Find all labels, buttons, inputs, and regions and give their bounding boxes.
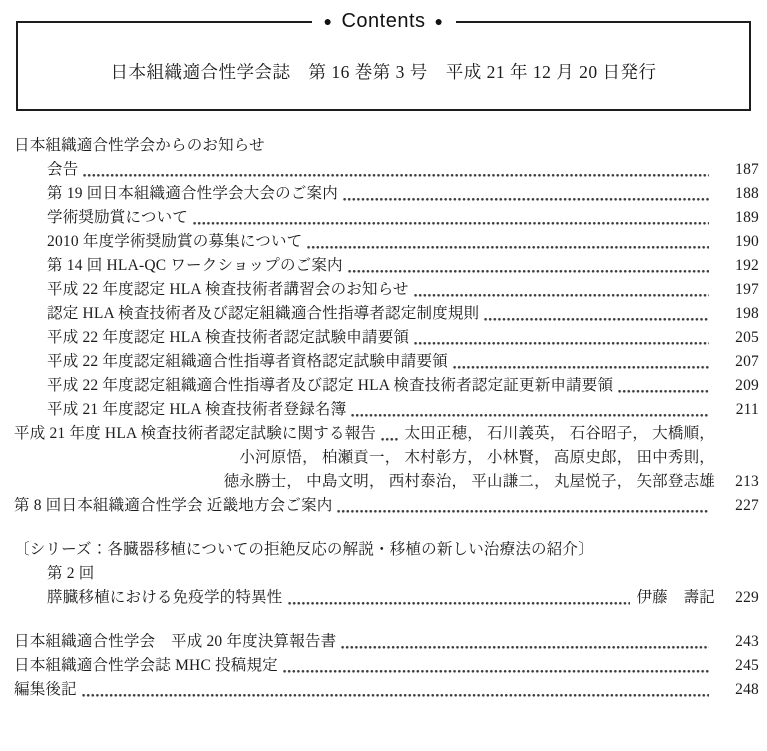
toc-row <box>14 302 759 326</box>
toc-row <box>14 134 759 158</box>
dot-leader <box>345 254 713 278</box>
toc-page-number: 189 <box>735 209 759 226</box>
toc-entry-title: 膵臓移植における免疫学的特異性 <box>47 589 283 606</box>
toc-entry-title: 平成 22 年度認定組織適合性指導者資格認定試験申請要領 <box>47 353 448 370</box>
toc-entry-title: 学術奨励賞について <box>47 209 188 226</box>
toc-row <box>14 158 759 182</box>
dot-leader <box>190 206 713 230</box>
toc-entry-title: 第 19 回日本組織適合性学会大会のご案内 <box>47 185 338 202</box>
dot-leader <box>340 182 713 206</box>
toc-entry-title: 平成 22 年度認定 HLA 検査技術者認定試験申請要領 <box>47 329 410 346</box>
toc-row <box>14 630 759 654</box>
toc-row <box>14 350 759 374</box>
toc-page-number: 190 <box>735 233 759 250</box>
toc-page-number: 192 <box>735 257 759 274</box>
dot-leader <box>615 374 713 398</box>
toc-row <box>14 654 759 678</box>
toc-page-number: 248 <box>735 681 759 698</box>
toc-entry-title: 平成 21 年度認定 HLA 検査技術者登録名簿 <box>47 401 347 418</box>
toc-entry-title: 2010 年度学術奨励賞の募集について <box>47 233 303 250</box>
toc-row <box>14 470 759 494</box>
dot-leader <box>338 630 713 654</box>
toc-row <box>14 254 759 278</box>
toc-entry-title: 第 14 回 HLA-QC ワークショップのご案内 <box>47 257 343 274</box>
toc-entry-title: 会告 <box>47 161 79 178</box>
toc-page-number: 245 <box>735 657 759 674</box>
toc-page-number: 187 <box>735 161 759 178</box>
contents-page <box>0 10 767 751</box>
dot-leader <box>280 654 713 678</box>
toc-row <box>14 422 759 446</box>
dot-leader <box>79 678 713 702</box>
toc-entry-title: 平成 21 年度 HLA 検査技術者認定試験に関する報告 <box>14 425 377 442</box>
toc-row <box>14 374 759 398</box>
toc-entry-title: 日本組織適合性学会 平成 20 年度決算報告書 <box>14 633 337 650</box>
toc-entry-title: 日本組織適合性学会誌 MHC 投稿規定 <box>14 657 278 674</box>
toc-row <box>14 182 759 206</box>
toc-row <box>14 494 759 518</box>
toc-row <box>14 678 759 702</box>
toc-heading-text: 〔シリーズ：各臓器移植についての拒絶反応の解説・移植の新しい治療法の紹介〕 <box>14 541 594 558</box>
toc-page-number: 227 <box>735 497 759 514</box>
toc-row <box>14 278 759 302</box>
toc-page-number: 229 <box>735 589 759 606</box>
dot-leader <box>450 350 713 374</box>
toc-spacer <box>14 610 759 630</box>
toc-entry-title: 編集後記 <box>14 681 77 698</box>
dot-leader <box>411 326 713 350</box>
toc-row <box>14 538 759 562</box>
toc-heading-text: 第 2 回 <box>47 565 95 582</box>
toc-authors-line: 徳永勝士， 中島文明， 西村泰治， 平山謙二， 丸屋悦子， 矢部登志雄 <box>223 473 715 490</box>
dot-leader <box>80 158 713 182</box>
toc-row <box>14 398 759 422</box>
bullet-icon: ● <box>323 13 333 29</box>
toc-page-number: 198 <box>735 305 759 322</box>
toc-entry-title: 第 8 回日本組織適合性学会 近畿地方会ご案内 <box>14 497 333 514</box>
toc-entry-authors: 太田正穂， 石川義英， 石谷昭子， 大橋順， <box>404 425 715 442</box>
toc-page-number: 205 <box>735 329 759 346</box>
contents-label: Contents <box>341 10 426 32</box>
dot-leader <box>481 302 713 326</box>
issue-box <box>16 10 751 111</box>
bullet-icon: ● <box>434 13 444 29</box>
toc-spacer <box>14 518 759 538</box>
toc-row <box>14 586 759 610</box>
dot-leader <box>348 398 713 422</box>
toc-entry-title: 平成 22 年度認定組織適合性指導者及び認定 HLA 検査技術者認定証更新申請要領 <box>47 377 614 394</box>
toc-page-number: 207 <box>735 353 759 370</box>
toc-page-number: 197 <box>735 281 759 298</box>
dot-leader <box>285 586 635 610</box>
toc-page-number: 188 <box>735 185 759 202</box>
issue-title: 日本組織適合性学会誌 第 16 巻第 3 号 平成 21 年 12 月 20 日発行 <box>110 61 657 82</box>
toc <box>14 134 759 702</box>
toc-authors-line: 小河原悟， 柏瀬貢一， 木村彰方， 小林賢， 高原史郎， 田中秀則， <box>239 449 715 466</box>
toc-page-number: 211 <box>735 401 759 418</box>
dot-leader <box>304 230 713 254</box>
toc-row <box>14 206 759 230</box>
dot-leader <box>334 494 713 518</box>
toc-page-number: 209 <box>735 377 759 394</box>
contents-header <box>312 8 456 34</box>
toc-heading-text: 日本組織適合性学会からのお知らせ <box>14 137 265 154</box>
toc-row <box>14 446 759 470</box>
toc-page-number: 243 <box>735 633 759 650</box>
toc-entry-title: 認定 HLA 検査技術者及び認定組織適合性指導者認定制度規則 <box>47 305 480 322</box>
toc-entry-title: 平成 22 年度認定 HLA 検査技術者講習会のお知らせ <box>47 281 409 298</box>
toc-entry-authors: 伊藤 壽記 <box>636 589 715 606</box>
toc-page-number: 213 <box>735 473 759 490</box>
dot-leader <box>411 278 713 302</box>
toc-row <box>14 562 759 586</box>
dot-leader <box>378 422 402 446</box>
toc-row <box>14 326 759 350</box>
toc-row <box>14 230 759 254</box>
